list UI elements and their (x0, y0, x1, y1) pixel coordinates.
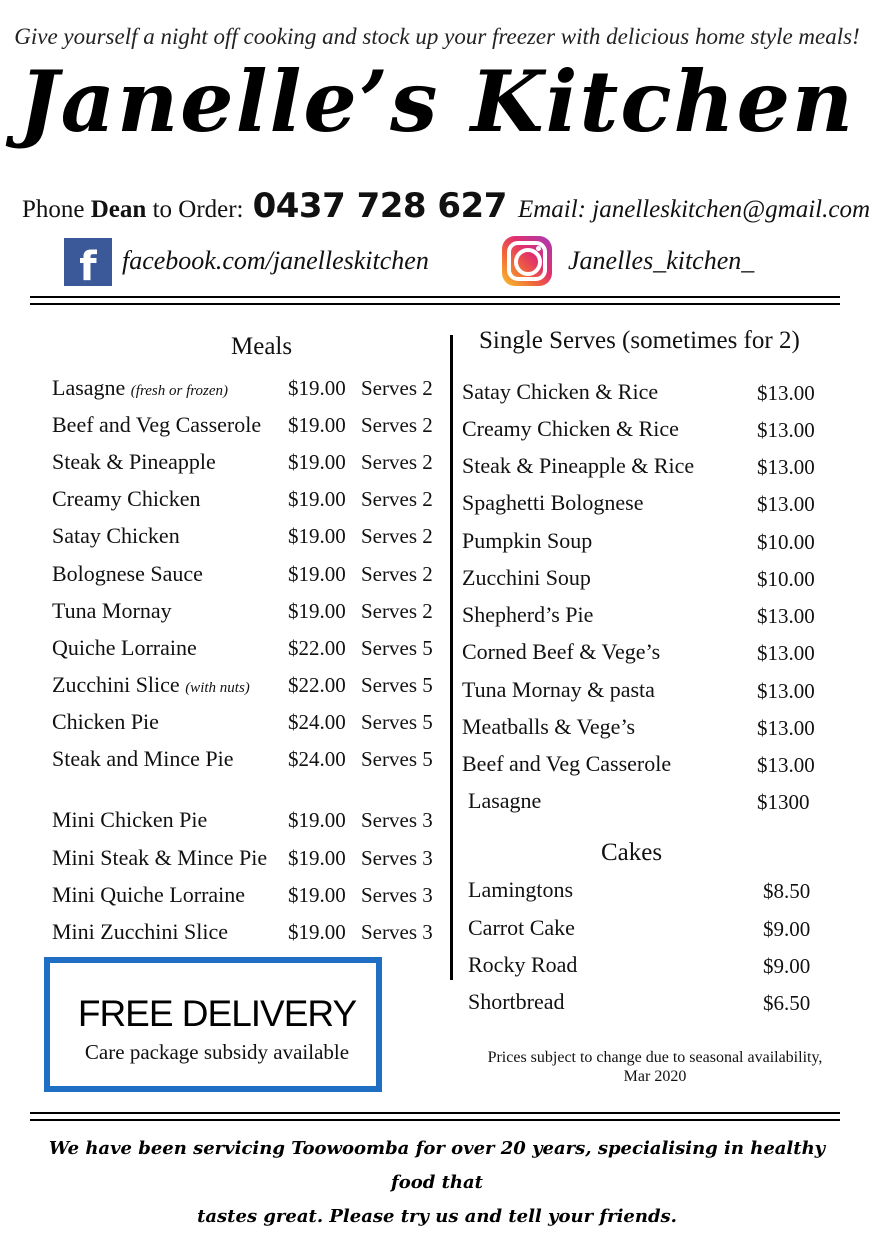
footer-line2: tastes great. Please try us and tell your friends. (197, 1206, 677, 1227)
meal-item-name: Mini Zucchini Slice (52, 919, 228, 944)
meal-item-serves: Serves 5 (361, 710, 433, 734)
single-item-name: Steak & Pineapple & Rice (462, 453, 695, 478)
meal-item-serves: Serves 2 (361, 450, 433, 474)
meal-item-price: $19.00 (288, 599, 346, 623)
meal-item-note: (fresh or frozen) (130, 383, 229, 399)
meal-item-serves: Serves 5 (361, 636, 433, 660)
phone-contact-name: Dean (90, 196, 147, 223)
meal-item-serves: Serves 3 (361, 920, 433, 944)
meal-item-serves: Serves 2 (361, 524, 433, 548)
meal-item-name-text: Lasagne (52, 375, 126, 400)
price-note-line1: Prices subject to change due to seasonal availability, (487, 1049, 823, 1066)
single-item-price: $10.00 (757, 567, 815, 591)
meal-item-price: $22.00 (288, 636, 346, 660)
cake-item-name: Rocky Road (468, 952, 578, 977)
meal-item-serves: Serves 3 (361, 846, 433, 870)
cake-item-name: Shortbread (468, 989, 565, 1014)
single-item-price: $13.00 (757, 716, 815, 740)
meal-item-price: $19.00 (288, 562, 346, 586)
meal-item-serves: Serves 3 (361, 808, 433, 832)
single-item-name: Shepherd’s Pie (462, 602, 594, 627)
meal-item-name: Beef and Veg Casserole (52, 412, 262, 437)
instagram-link[interactable]: Janelles_kitchen_ (568, 246, 755, 275)
phone-number[interactable]: 0437 728 627 (252, 186, 507, 226)
meal-item-serves: Serves 2 (361, 487, 433, 511)
single-item-name: Spaghetti Bolognese (462, 490, 644, 515)
meal-item-serves: Serves 2 (361, 562, 433, 586)
free-delivery-subtitle: Care package subsidy available (84, 1040, 350, 1064)
facebook-link[interactable]: facebook.com/janelleskitchen (122, 246, 429, 275)
email-address[interactable]: Email: janelleskitchen@gmail.com (517, 196, 871, 223)
free-delivery-title: FREE DELIVERY (77, 993, 357, 1034)
meal-item-price: $19.00 (288, 920, 346, 944)
single-item-price: $13.00 (757, 679, 815, 703)
meal-item-name: Satay Chicken (52, 523, 180, 548)
cake-item-price: $9.00 (763, 954, 811, 978)
single-item-name: Corned Beef & Vege’s (462, 639, 661, 664)
meal-item-serves: Serves 3 (361, 883, 433, 907)
meal-item-price: $19.00 (288, 450, 346, 474)
meal-item-serves: Serves 2 (361, 413, 433, 437)
cake-item-name: Carrot Cake (468, 915, 575, 940)
brand-title: Janelle’s Kitchen (18, 52, 856, 151)
cake-item-price: $6.50 (763, 991, 811, 1015)
single-item-price: $13.00 (757, 381, 815, 405)
phone-label-prefix: Phone (22, 196, 91, 223)
divider-top-2 (30, 303, 840, 305)
footer-message (30, 1132, 844, 1234)
phone-label-suffix: to Order: (146, 196, 244, 223)
meal-item-price: $19.00 (288, 524, 346, 548)
meal-item-name: Quiche Lorraine (52, 635, 197, 660)
meal-item-name: Steak & Pineapple (52, 449, 216, 474)
meal-item-price: $24.00 (288, 710, 346, 734)
single-item-name: Beef and Veg Casserole (462, 751, 672, 776)
meal-item-serves: Serves 5 (361, 673, 433, 697)
meal-item-name-text: Zucchini Slice (52, 672, 180, 697)
price-note-line2: Mar 2020 (623, 1068, 687, 1085)
meals-heading: Meals (231, 333, 293, 360)
meal-item-serves: Serves 2 (361, 376, 433, 400)
meal-item-price: $24.00 (288, 747, 346, 771)
meal-item-name: Steak and Mince Pie (52, 746, 234, 771)
meal-item (52, 672, 250, 698)
meal-item-name: Mini Quiche Lorraine (52, 882, 246, 907)
divider-bottom-2 (30, 1119, 840, 1121)
meal-item-serves: Serves 5 (361, 747, 433, 771)
single-item-price: $13.00 (757, 604, 815, 628)
single-item-price: $13.00 (757, 418, 815, 442)
meal-item-price: $19.00 (288, 883, 346, 907)
single-item-price: $13.00 (757, 753, 815, 777)
single-item-name: Satay Chicken & Rice (462, 379, 659, 404)
cake-item-price: $9.00 (763, 917, 811, 941)
column-divider (450, 335, 453, 980)
meal-item-name: Chicken Pie (52, 709, 159, 734)
meal-item (52, 375, 228, 401)
contact-line (22, 186, 871, 226)
cake-item-price: $8.50 (763, 879, 811, 903)
meal-item-price: $19.00 (288, 376, 346, 400)
single-item-name: Lasagne (468, 788, 542, 813)
cake-item-name: Lamingtons (468, 877, 574, 902)
meal-item-name: Mini Chicken Pie (52, 807, 208, 832)
meal-item-price: $19.00 (288, 846, 346, 870)
single-item-name: Pumpkin Soup (462, 528, 593, 553)
meal-item-price: $19.00 (288, 413, 346, 437)
single-item-price: $10.00 (757, 530, 815, 554)
single-serves-heading: Single Serves (sometimes for 2) (479, 327, 800, 354)
meal-item-note: (with nuts) (185, 680, 250, 696)
single-item-name: Creamy Chicken & Rice (462, 416, 679, 441)
single-item-name: Meatballs & Vege’s (462, 714, 636, 739)
single-item-name: Zucchini Soup (462, 565, 591, 590)
meal-item-name: Bolognese Sauce (52, 561, 203, 586)
divider-top-1 (30, 296, 840, 298)
meal-item-name: Mini Steak & Mince Pie (52, 845, 268, 870)
cakes-heading: Cakes (601, 839, 663, 866)
meal-item-price: $22.00 (288, 673, 346, 697)
single-item-name: Tuna Mornay & pasta (462, 677, 655, 702)
single-item-price: $1300 (757, 790, 810, 814)
price-note (470, 1048, 840, 1086)
tagline: Give yourself a night off cooking and stock up your freezer with delicious home style meals! (14, 24, 860, 49)
meal-item-price: $19.00 (288, 487, 346, 511)
footer-line1: We have been servicing Toowoomba for over 20 years, specialising in healthy food that (48, 1138, 826, 1193)
meal-item-name: Tuna Mornay (52, 598, 172, 623)
meal-item-serves: Serves 2 (361, 599, 433, 623)
single-item-price: $13.00 (757, 641, 815, 665)
divider-bottom-1 (30, 1112, 840, 1114)
single-item-price: $13.00 (757, 492, 815, 516)
instagram-icon[interactable] (502, 236, 552, 286)
facebook-icon[interactable]: f (64, 238, 112, 286)
meal-item-price: $19.00 (288, 808, 346, 832)
single-item-price: $13.00 (757, 455, 815, 479)
meal-item-name: Creamy Chicken (52, 486, 201, 511)
